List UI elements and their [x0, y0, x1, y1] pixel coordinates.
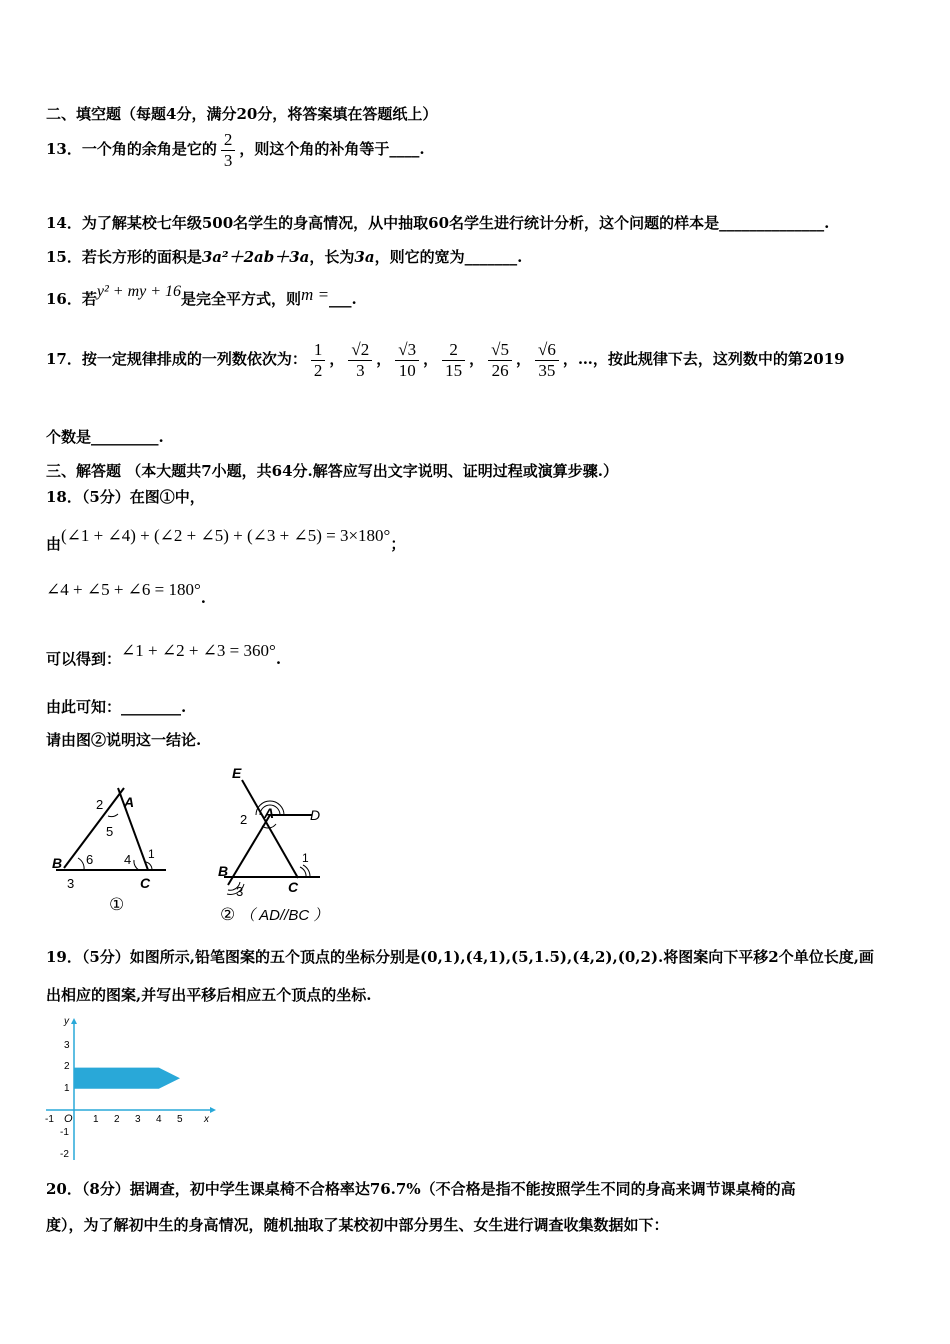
q17-term-1: $\frac{1}{2}$ — [311, 340, 326, 380]
y-tick-neg1: -1 — [60, 1127, 69, 1138]
question-15 — [46, 246, 522, 267]
fig2-label-3: 3 — [236, 884, 244, 899]
fig2-caption-cond: （ AD//BC ） — [240, 907, 329, 924]
fig2-line-ec — [242, 780, 298, 878]
x-tick-neg1: -1 — [45, 1114, 54, 1125]
y-tick-neg2: -2 — [60, 1149, 69, 1160]
question-19-line-1: 19．（5分）如图所示,铅笔图案的五个顶点的坐标分别是(0,1),(4,1),(5,1.5),(4,2),(0,2).将图案向下平移2个单位长度,画 — [46, 948, 874, 966]
section-3-heading: 三、解答题 （本大题共7小题，共64分.解答应写出文字说明、证明过程或演算步骤.） — [46, 462, 618, 480]
fig2-label-a: A — [264, 805, 275, 821]
question-18-equation-1 — [46, 525, 406, 553]
question-13 — [46, 130, 425, 170]
fig1-label-4: 4 — [124, 852, 132, 867]
q16-text-mid: 是完全平方式，则 — [181, 290, 302, 308]
q15-text-mid: ，长为 — [309, 248, 355, 266]
x-tick-5: 5 — [177, 1114, 183, 1125]
fig2-label-e: E — [232, 765, 242, 781]
question-14: 14．为了解某校七年级500名学生的身高情况，从中抽取60名学生进行统计分析，这个问题的样本是______________. — [46, 214, 830, 232]
q17-text-post: ，…，按此规律下去，这列数中的第2019 — [562, 350, 845, 369]
q18-get-label: 可以得到： — [46, 650, 122, 668]
q13-text-pre: 13．一个角的余角是它的 — [46, 140, 217, 159]
q18-eq2-end: . — [200, 589, 207, 607]
question-16 — [46, 283, 357, 309]
fig2-arc-1 — [300, 867, 306, 877]
q15-text-post: ，则它的宽为_______. — [374, 248, 523, 266]
fig1-label-c: C — [140, 875, 151, 891]
q15-area-expression: 3a²＋2ab＋3a — [201, 248, 310, 266]
q17-term-3: $\frac{√3}{10}$ — [395, 340, 419, 380]
q18-eq1-end: ； — [390, 535, 406, 553]
x-axis-label: x — [204, 1114, 209, 1125]
y-tick-3: 3 — [64, 1040, 70, 1051]
q18-eq1: (∠1 + ∠4) + (∠2 + ∠5) + (∠3 + ∠5) = 3×180° — [61, 526, 391, 545]
y-tick-2: 2 — [64, 1061, 70, 1072]
fig1-label-5: 5 — [106, 824, 114, 839]
q16-text-pre: 16．若 — [46, 290, 97, 308]
x-tick-4: 4 — [156, 1114, 162, 1125]
fig1-line-ba — [64, 788, 124, 868]
fig2-label-c: C — [288, 879, 299, 895]
q15-length: 3a — [354, 248, 375, 266]
fig2-label-d: D — [310, 807, 321, 823]
figure-1-triangle — [46, 760, 176, 920]
q17-term-4: $\frac{2}{15}$ — [442, 340, 465, 380]
question-20-line-1: 20．（8分）据调查，初中学生课桌椅不合格率达76.7%（不合格是指不能按照学生不同的身高来调节课桌椅的高 — [46, 1180, 796, 1198]
q18-eq3: ∠1 + ∠2 + ∠3 = 360° — [121, 641, 276, 660]
question-19-line-2: 出相应的图案,并写出平移后相应五个顶点的坐标. — [46, 986, 372, 1004]
x-tick-2: 2 — [114, 1114, 120, 1125]
q18-eq2: ∠4 + ∠5 + ∠6 = 180° — [46, 580, 201, 599]
q18-eq3-end: . — [275, 650, 282, 668]
q17-text-pre: 17．按一定规律排成的一列数依次为： — [46, 350, 307, 369]
question-18-explain: 请由图②说明这一结论. — [46, 731, 202, 749]
q13-text-post: ，则这个角的补角等于____. — [239, 140, 425, 159]
q17-term-6: $\frac{√6}{35}$ — [535, 340, 559, 380]
origin-label: O — [64, 1113, 73, 1125]
q13-fraction: $\frac{2}{3}$ — [221, 130, 236, 170]
fig1-arc-5 — [108, 814, 118, 817]
fig1-label-b: B — [52, 855, 63, 871]
question-20-line-2: 度），为了解初中生的身高情况，随机抽取了某校初中部分男生、女生进行调查收集数据如下： — [46, 1216, 669, 1234]
section-2-heading: 二、填空题（每题4分，满分20分，将答案填在答题纸上） — [46, 105, 438, 123]
x-tick-3: 3 — [135, 1114, 141, 1125]
x-tick-1: 1 — [93, 1114, 99, 1125]
q17-term-2: $\frac{√2}{3}$ — [348, 340, 372, 380]
pencil-shape — [74, 1068, 180, 1089]
fig1-label-3: 3 — [67, 876, 75, 891]
fig1-arc-6 — [78, 858, 84, 870]
question-17-line-2: 个数是_________. — [46, 428, 164, 446]
fig2-label-1: 1 — [302, 851, 309, 865]
fig1-arc-4 — [134, 860, 139, 870]
question-18-equation-2 — [46, 580, 207, 607]
q15-text-pre: 15．若长方形的面积是 — [46, 248, 202, 266]
fig2-label-2: 2 — [240, 812, 248, 827]
q17-term-5: $\frac{√5}{26}$ — [488, 340, 512, 380]
fig1-label-6: 6 — [86, 852, 94, 867]
fig2-label-b: B — [218, 863, 229, 879]
y-tick-1: 1 — [64, 1083, 70, 1094]
fig2-caption-num: ② — [220, 905, 236, 924]
fig2-line-ab — [228, 815, 270, 885]
figure-2-triangle — [210, 760, 380, 928]
q16-expression: y² + my + 16 — [96, 283, 182, 300]
x-axis-arrow — [210, 1107, 216, 1113]
fig1-label-2: 2 — [96, 797, 104, 812]
question-17: 17．按一定规律排成的一列数依次为： $\frac{1}{2}$ ， $\frac{√2}{3}$ ， $\frac{√3}{10}$ ， $\frac{2}{15}$ ， $\frac{√5}{26}$ ， $\frac{√6}{35}$ ，…，按此规律下去，这列数中的第2019 — [46, 340, 845, 380]
q16-variable: m = — [301, 285, 330, 304]
q16-text-post: ___. — [329, 290, 357, 308]
y-axis-arrow — [71, 1018, 77, 1024]
coordinate-plane — [40, 1012, 220, 1162]
y-axis-label: y — [64, 1016, 69, 1027]
q18-you-label: 由 — [46, 535, 62, 553]
question-18-equation-3 — [46, 640, 282, 668]
fig1-caption: ① — [109, 895, 125, 914]
question-18-title: 18．（5分）在图①中， — [46, 488, 205, 506]
question-18-conclusion: 由此可知：________. — [46, 698, 187, 716]
fig1-label-1: 1 — [148, 847, 155, 861]
fig1-label-a: A — [124, 794, 135, 810]
